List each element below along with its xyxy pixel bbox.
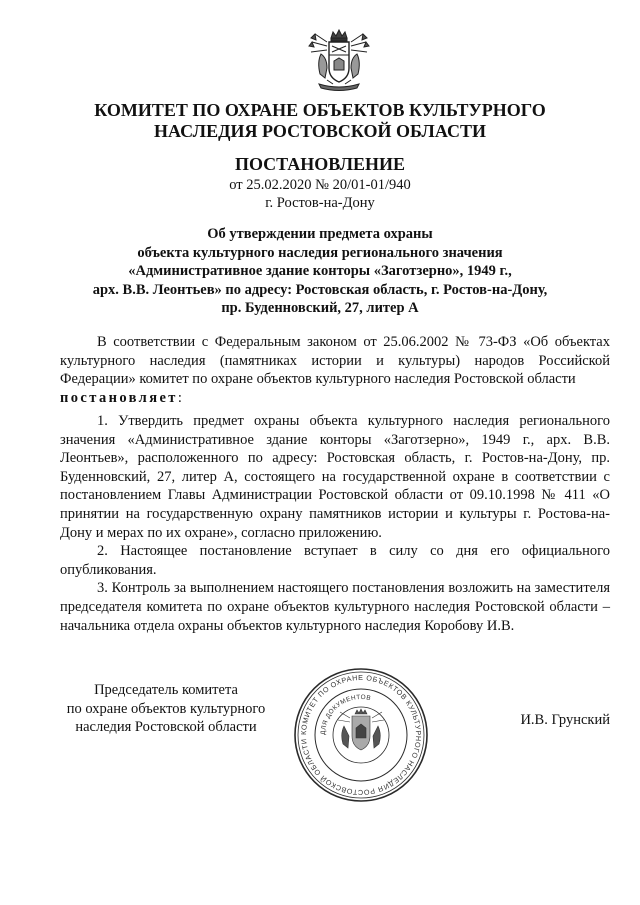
org-title-line: НАСЛЕДИЯ РОСТОВСКОЙ ОБЛАСТИ <box>154 121 486 141</box>
subject-line: «Административное здание конторы «Заготзерно», 1949 г., <box>128 263 512 279</box>
preamble-text: В соответствии с Федеральным законом от 25.06.2002 № 73-ФЗ «Об объектах культурного наследия (памятниках истории и культуры) народов Российской Федерации» комитет по охране объектов культурного наследия Ростовской области <box>60 334 610 388</box>
preamble-block <box>60 333 610 407</box>
preamble-paragraph <box>60 333 610 389</box>
subject-line: Об утверждении предмета охраны <box>207 226 433 242</box>
position-line: по охране объектов культурного <box>66 700 266 717</box>
organization-title <box>0 100 640 142</box>
org-title-line: КОМИТЕТ ПО ОХРАНЕ ОБЪЕКТОВ КУЛЬТУРНОГО <box>94 100 546 120</box>
official-seal <box>292 666 430 804</box>
decree-line <box>60 389 610 408</box>
seal-outer-text: КОМИТЕТ ПО ОХРАНЕ ОБЪЕКТОВ КУЛЬТУРНОГО НАСЛЕДИЯ РОСТОВСКОЙ ОБЛАСТИ <box>298 672 424 798</box>
document-subject <box>0 225 640 318</box>
signatory-name: И.В. Грунский <box>520 712 610 728</box>
seal-emblem-icon <box>338 709 384 750</box>
decree-word: постановляет <box>60 389 178 406</box>
date-number: от 25.02.2020 № 20/01-01/940 <box>229 177 411 193</box>
signatory-position <box>60 681 272 737</box>
position-line: наследия Ростовской области <box>75 719 257 735</box>
subject-line: пр. Буденновский, 27, литер А <box>221 300 419 316</box>
decree-items <box>60 412 610 635</box>
city: г. Ростов-на-Дону <box>265 195 375 211</box>
document-type: ПОСТАНОВЛЕНИЕ <box>234 154 406 174</box>
decree-item-1: 1. Утвердить предмет охраны объекта культурного наследия регионального значения «Административное здание конторы «Заготзерно», 1949 г., арх. В.В. Леонтьев», расположенного по адресу: Ростовская область, г. Ростов-на-Дону, пр. Буденновский, 27, литер А, состоящего на государственной охране в соответствии с постановлением Главы Администрации Ростовской области от 09.10.1998 № 411 «О принятии на государственную охрану памятников истории и культуры г. Ростова-на-Дону и мерах по их охране», согласно приложению. <box>60 413 610 541</box>
decree-item-2: 2. Настоящее постановление вступает в силу со дня его официального опубликования. <box>60 543 610 578</box>
decree-colon: : <box>177 389 182 406</box>
position-line: Председатель комитета <box>94 682 238 698</box>
decree-item-3: 3. Контроль за выполнением настоящего постановления возложить на заместителя председателя комитета по охране объектов культурного наследия Ростовской области – начальника отдела охраны объектов культурного наследия Коробову И.В. <box>60 580 610 634</box>
seal-inner-text: ДЛЯ ДОКУМЕНТОВ <box>319 693 372 736</box>
subject-line: арх. В.В. Леонтьев» по адресу: Ростовская область, г. Ростов-на-Дону, <box>92 281 548 298</box>
subject-line: объекта культурного наследия регионального значения <box>137 244 503 261</box>
document-meta <box>0 176 640 212</box>
coat-of-arms-icon <box>307 28 371 94</box>
